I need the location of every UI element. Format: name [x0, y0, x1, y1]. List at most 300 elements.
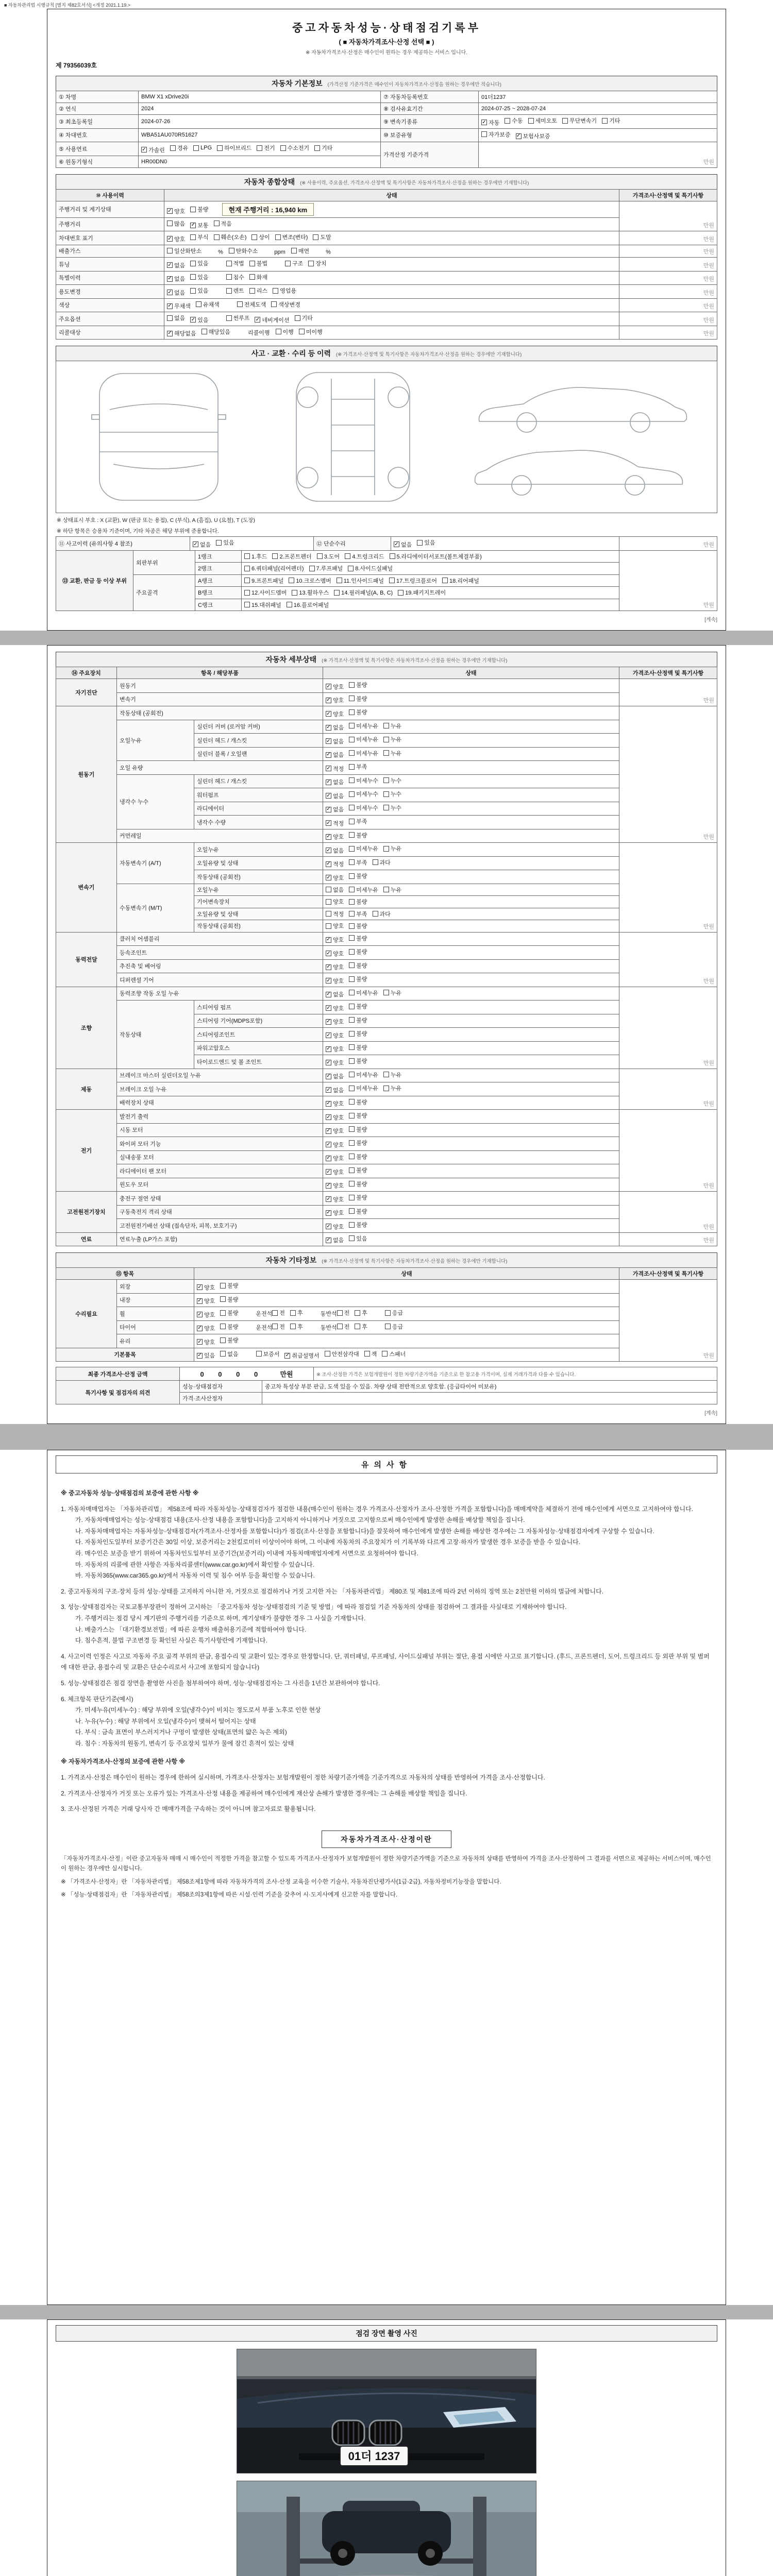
checkbox[interactable]: [349, 1140, 355, 1146]
checkbox[interactable]: [220, 1351, 226, 1357]
checkbox[interactable]: ✓: [482, 119, 486, 125]
checkbox[interactable]: [349, 1222, 355, 1228]
checkbox[interactable]: [349, 1208, 355, 1214]
cell-text: 브레이크 오일 누유: [120, 1086, 167, 1093]
checkbox[interactable]: [349, 1113, 355, 1118]
checkbox[interactable]: [308, 261, 314, 266]
notice-body: [56, 1479, 717, 1817]
checkbox[interactable]: ✓: [326, 1210, 331, 1215]
checkbox[interactable]: ✓: [167, 235, 172, 242]
wheel-arch: [297, 387, 318, 408]
checkbox[interactable]: [314, 145, 320, 151]
checkbox[interactable]: [602, 118, 608, 124]
checkbox[interactable]: [481, 131, 487, 137]
checkbox[interactable]: [337, 1324, 343, 1329]
checkbox[interactable]: [249, 261, 255, 266]
checkbox[interactable]: ✓: [394, 541, 399, 547]
checkbox[interactable]: [383, 723, 389, 728]
checkbox[interactable]: [272, 1324, 278, 1329]
checkbox-label: 양호: [333, 1019, 344, 1025]
checkbox[interactable]: [373, 859, 378, 865]
front-wheel: [517, 413, 536, 432]
checkbox-option: [190, 286, 208, 295]
checkbox[interactable]: [349, 1235, 355, 1241]
checkbox-option: [364, 1350, 377, 1358]
checkbox[interactable]: ✓: [326, 710, 331, 717]
table-row: [56, 574, 717, 587]
checkbox[interactable]: [349, 935, 355, 941]
checkbox-label: 1.후드: [251, 553, 267, 560]
table-row: [56, 1110, 717, 1124]
cell-text: 실린더 블록 / 오일팬: [197, 751, 247, 758]
checkbox[interactable]: [383, 990, 389, 995]
table-cell: [619, 843, 717, 933]
checkbox[interactable]: [292, 590, 297, 596]
checkbox[interactable]: ✓: [142, 146, 146, 152]
checkbox[interactable]: ✓: [326, 779, 331, 785]
cell-text: 원동기: [120, 683, 136, 689]
checkbox[interactable]: [244, 590, 250, 596]
checkbox[interactable]: ✓: [197, 1338, 202, 1345]
checkbox[interactable]: [273, 288, 278, 294]
checkbox[interactable]: [349, 990, 355, 995]
checkbox[interactable]: [349, 1181, 355, 1187]
checkbox[interactable]: ✓: [326, 1114, 331, 1120]
checkbox-label: 불량: [356, 935, 367, 942]
checkbox[interactable]: [214, 221, 220, 226]
checkbox[interactable]: [272, 1310, 278, 1316]
checkbox[interactable]: [349, 832, 355, 838]
checkbox-option: [349, 922, 367, 930]
checkbox[interactable]: ✓: [326, 724, 331, 730]
table-cell: [190, 537, 314, 551]
checkbox[interactable]: [385, 1310, 391, 1316]
checkbox[interactable]: [226, 261, 232, 266]
cell-text: 와이퍼 모터 기능: [120, 1141, 161, 1147]
checkbox-option: [349, 1029, 367, 1038]
checkbox[interactable]: [190, 234, 196, 240]
checkbox[interactable]: [290, 1324, 296, 1329]
checkbox[interactable]: [251, 234, 257, 240]
checkbox[interactable]: ✓: [326, 1019, 331, 1024]
checkbox[interactable]: ✓: [326, 834, 331, 839]
checkbox[interactable]: [326, 923, 331, 929]
checkbox[interactable]: [201, 329, 207, 334]
checkbox[interactable]: ✓: [326, 1005, 331, 1011]
checkbox[interactable]: [349, 737, 355, 742]
checkbox[interactable]: [220, 1310, 226, 1316]
checkbox-option: [326, 805, 344, 814]
checkbox-label: 불량: [197, 207, 209, 213]
checkbox[interactable]: ✓: [326, 1182, 331, 1188]
cell-text: 윈도우 모터: [120, 1182, 149, 1189]
table-row: [56, 706, 717, 720]
checkbox[interactable]: [349, 1004, 355, 1009]
table-cell: [164, 271, 619, 285]
checkbox[interactable]: [216, 540, 222, 546]
checkbox[interactable]: [383, 1086, 389, 1091]
table-cell: [164, 298, 619, 312]
checkbox[interactable]: [349, 859, 355, 865]
checkbox[interactable]: [349, 923, 355, 929]
checkbox[interactable]: [220, 1296, 226, 1302]
checkbox[interactable]: [349, 846, 355, 852]
checkbox-option: [385, 1309, 403, 1317]
checkbox-label: 불량: [227, 1310, 239, 1316]
checkbox-option: [299, 328, 323, 336]
checkbox[interactable]: [276, 329, 281, 334]
table-cell: [164, 326, 619, 340]
checkbox[interactable]: [226, 288, 232, 294]
checkbox[interactable]: [229, 248, 234, 253]
checkbox[interactable]: ✓: [197, 1352, 202, 1358]
checkbox-label: 없음: [333, 793, 344, 800]
checkbox[interactable]: [349, 1017, 355, 1023]
checkbox-label: 네비게이션: [262, 317, 290, 324]
checkbox[interactable]: [196, 301, 201, 307]
checkbox[interactable]: ✓: [326, 1196, 331, 1202]
checkbox[interactable]: [355, 1324, 360, 1329]
checkbox[interactable]: ✓: [326, 697, 331, 703]
table-cell: [194, 1268, 619, 1280]
table-cell: [323, 1205, 619, 1219]
checkbox[interactable]: [349, 819, 355, 824]
checkbox[interactable]: ✓: [255, 316, 260, 323]
checkbox[interactable]: ✓: [326, 1168, 331, 1175]
checkbox[interactable]: [349, 949, 355, 955]
checkbox[interactable]: ✓: [197, 1311, 202, 1317]
checkbox-label: 매연: [298, 248, 310, 255]
checkbox[interactable]: ✓: [326, 765, 331, 771]
checkbox[interactable]: [349, 1044, 355, 1050]
checkbox[interactable]: ✓: [191, 316, 195, 323]
checkbox[interactable]: [349, 1167, 355, 1173]
checkbox[interactable]: [280, 145, 286, 151]
checkbox[interactable]: [349, 805, 355, 810]
table-cell: [323, 1041, 619, 1055]
checkbox-label: 5.라디에이터서포트(볼트체결부품): [396, 553, 482, 560]
definition-note: ※ 「성능·상태점검자」란 「자동차관리법」 제58조의3제1항에 따른 시설·인력 기준을 갖추어 시·도지사에게 신고한 자를 말합니다.: [61, 1892, 398, 1899]
checkbox-option: [289, 577, 331, 585]
checkbox[interactable]: ✓: [326, 937, 331, 942]
checkbox[interactable]: ✓: [326, 861, 331, 867]
checkbox[interactable]: [214, 234, 220, 240]
checkbox[interactable]: [349, 764, 355, 770]
checkbox[interactable]: [193, 145, 199, 151]
cell-text: ③ 최초등록일: [59, 118, 93, 125]
checkbox[interactable]: [383, 791, 389, 797]
checkbox[interactable]: ✓: [197, 1325, 202, 1331]
checkbox[interactable]: ✓: [326, 1141, 331, 1147]
checkbox[interactable]: ✓: [326, 1223, 331, 1229]
checkbox[interactable]: [244, 566, 250, 571]
checkbox[interactable]: ✓: [326, 1046, 331, 1052]
checkbox[interactable]: [290, 1310, 296, 1316]
checkbox-label: 불량: [356, 962, 367, 969]
checkbox[interactable]: ✓: [326, 847, 331, 853]
checkbox-label: 없음: [333, 738, 344, 745]
cell-text: ② 연식: [59, 106, 77, 112]
checkbox[interactable]: [244, 602, 250, 607]
checkbox[interactable]: [299, 329, 305, 334]
checkbox[interactable]: [383, 887, 389, 892]
checkbox-label: 미세누유: [356, 1086, 378, 1092]
checkbox[interactable]: ✓: [285, 1352, 290, 1358]
checkbox[interactable]: [167, 315, 173, 321]
table-cell: [56, 258, 164, 272]
checkbox-option: [220, 1323, 238, 1331]
table-cell: [479, 103, 717, 115]
checkbox[interactable]: [325, 1351, 330, 1357]
checkbox[interactable]: [220, 1324, 226, 1329]
checkbox[interactable]: [326, 899, 331, 905]
checkbox[interactable]: [383, 737, 389, 742]
checkbox[interactable]: [349, 1099, 355, 1105]
table-cell: [194, 816, 323, 829]
checkbox-option: [317, 552, 340, 561]
checkbox[interactable]: [383, 777, 389, 783]
cell-text: 동반석: [320, 1311, 337, 1317]
checkbox[interactable]: [349, 1154, 355, 1159]
checkbox[interactable]: [349, 723, 355, 728]
checkbox[interactable]: [373, 911, 378, 917]
checkbox[interactable]: [385, 1324, 391, 1329]
checkbox[interactable]: [249, 274, 255, 280]
checkbox[interactable]: [326, 911, 331, 917]
table-row: [56, 1381, 717, 1393]
checkbox[interactable]: [272, 553, 278, 559]
checkbox[interactable]: [349, 873, 355, 879]
checkbox[interactable]: [383, 846, 389, 852]
cell-text: 주요골격: [136, 590, 158, 597]
checkbox-option: [349, 1166, 367, 1174]
checkbox-option: [273, 286, 296, 295]
checkbox-option: [244, 588, 287, 597]
license-plate-number: 01더 1237: [348, 2450, 400, 2463]
checkbox[interactable]: [528, 118, 534, 124]
checkbox[interactable]: [317, 553, 323, 559]
checkbox[interactable]: [505, 118, 510, 124]
checkbox[interactable]: ✓: [167, 208, 172, 214]
checkbox[interactable]: [287, 602, 292, 607]
cell-text: 만원: [703, 1101, 714, 1107]
checkbox[interactable]: ✓: [326, 806, 331, 812]
checkbox[interactable]: ✓: [193, 541, 198, 547]
checkbox[interactable]: [349, 791, 355, 797]
notice-line: 마. 자동차의 리콜에 관한 사항은 자동차리콜센터(www.car.go.kr)에서 확인할 수 있습니다.: [75, 1561, 314, 1568]
table-cell: [381, 103, 479, 115]
checkbox[interactable]: ✓: [326, 1100, 331, 1106]
checkbox-option: [349, 947, 367, 956]
table-cell: [479, 115, 717, 129]
table-cell: [56, 326, 164, 340]
checkbox[interactable]: ✓: [197, 1298, 202, 1303]
checkbox[interactable]: [190, 274, 196, 280]
checkbox[interactable]: [383, 750, 389, 756]
checkbox[interactable]: [355, 1310, 360, 1316]
checkbox[interactable]: [217, 145, 223, 151]
checkbox[interactable]: [349, 962, 355, 968]
checkbox-label: 화재: [256, 274, 268, 281]
checkbox[interactable]: [334, 590, 340, 596]
checkbox[interactable]: [285, 261, 291, 266]
checkbox-label: 미세누유: [356, 846, 378, 852]
checkbox[interactable]: [383, 1072, 389, 1077]
checkbox[interactable]: [226, 274, 232, 280]
checkbox[interactable]: ✓: [326, 738, 331, 744]
checkbox[interactable]: [167, 221, 173, 226]
checkbox[interactable]: [170, 145, 176, 151]
checkbox[interactable]: ✓: [326, 874, 331, 880]
checkbox-option: [326, 963, 344, 971]
checkbox[interactable]: ✓: [326, 950, 331, 956]
checkbox-label: 기타: [301, 315, 313, 321]
checkbox-option: [326, 1059, 344, 1067]
checkbox[interactable]: ✓: [326, 792, 331, 799]
checkbox[interactable]: [382, 1351, 388, 1357]
checkbox[interactable]: ✓: [326, 683, 331, 689]
checkbox-label: 취급설명서: [292, 1353, 320, 1359]
section-basic-info: [56, 76, 717, 91]
checkbox[interactable]: ✓: [326, 1032, 331, 1038]
checkbox[interactable]: [256, 1351, 262, 1357]
checkbox[interactable]: [383, 805, 389, 810]
checkbox-option: [383, 989, 401, 997]
checkbox[interactable]: [389, 578, 395, 583]
checkbox[interactable]: ✓: [167, 330, 172, 336]
checkbox-option: [220, 1350, 238, 1358]
checkbox[interactable]: ✓: [326, 1237, 331, 1243]
checkbox[interactable]: [244, 553, 250, 559]
checkbox[interactable]: ✓: [326, 1128, 331, 1133]
checkbox-option: [326, 1209, 344, 1217]
checkbox[interactable]: [275, 234, 281, 240]
checkbox[interactable]: ✓: [326, 977, 331, 984]
table-cell: [619, 298, 717, 312]
checkbox[interactable]: [313, 234, 318, 240]
checkbox[interactable]: [442, 578, 448, 583]
checkbox[interactable]: ✓: [326, 1073, 331, 1079]
checkbox[interactable]: [349, 887, 355, 892]
checkbox[interactable]: [364, 1351, 370, 1357]
checkbox[interactable]: [244, 578, 250, 583]
table-cell: [479, 91, 717, 103]
checkbox-label: 8.사이드실패널: [355, 566, 393, 572]
checkbox-option: [326, 977, 344, 985]
table-cell: [194, 788, 323, 802]
checkbox[interactable]: [349, 1072, 355, 1077]
checkbox[interactable]: [190, 288, 196, 294]
checkbox[interactable]: ✓: [167, 276, 172, 281]
checkbox[interactable]: [345, 553, 350, 559]
checkbox[interactable]: [349, 1058, 355, 1064]
checkbox[interactable]: [226, 315, 232, 321]
checkbox[interactable]: [349, 709, 355, 715]
checkbox[interactable]: ✓: [326, 1059, 331, 1065]
checkbox[interactable]: [167, 248, 173, 253]
checkbox[interactable]: [349, 750, 355, 756]
checkbox-label: 양호: [333, 1114, 344, 1121]
checkbox[interactable]: [289, 578, 294, 583]
checkbox[interactable]: [349, 1126, 355, 1132]
checkbox-option: [349, 910, 367, 918]
cell-text: ⑩ 사용이력: [96, 192, 124, 199]
checkbox-option: [337, 1323, 350, 1331]
checkbox[interactable]: ✓: [326, 752, 331, 757]
checkbox[interactable]: [562, 118, 568, 124]
checkbox[interactable]: ✓: [326, 991, 331, 997]
table-cell: [117, 1096, 323, 1110]
checkbox[interactable]: [295, 315, 300, 321]
checkbox[interactable]: [326, 887, 331, 892]
checkbox[interactable]: [349, 696, 355, 701]
checkbox[interactable]: ✓: [326, 964, 331, 970]
table-row: [56, 987, 717, 1001]
checkbox-option: [442, 577, 479, 585]
checkbox[interactable]: [417, 540, 423, 546]
checkbox[interactable]: ✓: [197, 1284, 202, 1290]
table-row: [56, 1178, 717, 1192]
checkbox[interactable]: [349, 976, 355, 982]
table-cell: [117, 720, 194, 761]
checkbox[interactable]: [220, 1283, 226, 1289]
checkbox[interactable]: [237, 301, 243, 307]
checkbox[interactable]: [337, 578, 342, 583]
checkbox[interactable]: [291, 248, 297, 253]
cell-text: 변속기: [78, 885, 95, 891]
checkbox[interactable]: [349, 899, 355, 905]
checkbox[interactable]: [309, 566, 315, 571]
checkbox-label: 양호: [333, 1196, 344, 1203]
checkbox-label: 양호: [333, 899, 344, 905]
checkbox-option: [394, 540, 412, 549]
table-row: [56, 217, 717, 231]
checkbox[interactable]: ✓: [167, 262, 172, 268]
checkbox[interactable]: [390, 553, 395, 559]
checkbox[interactable]: ✓: [326, 1087, 331, 1093]
checkbox[interactable]: [190, 261, 196, 266]
checkbox[interactable]: [257, 145, 262, 151]
checkbox[interactable]: ✓: [326, 1155, 331, 1161]
checkbox[interactable]: [349, 1031, 355, 1037]
checkbox[interactable]: ✓: [167, 303, 172, 309]
table-cell: [56, 1280, 117, 1348]
table-row: [56, 1150, 717, 1164]
checkbox[interactable]: ✓: [191, 222, 195, 228]
checkbox[interactable]: [249, 288, 255, 294]
table-cell: [619, 537, 717, 551]
checkbox[interactable]: [349, 1086, 355, 1091]
checkbox[interactable]: [337, 1310, 343, 1316]
checkbox[interactable]: [190, 207, 196, 212]
table-cell: [619, 326, 717, 340]
checkbox[interactable]: [349, 911, 355, 917]
checkbox-option: [226, 314, 250, 322]
checkbox-option: [197, 1351, 215, 1360]
checkbox[interactable]: ✓: [516, 133, 521, 139]
checkbox[interactable]: [349, 682, 355, 688]
checkbox[interactable]: ✓: [326, 820, 331, 826]
checkbox[interactable]: [348, 566, 354, 571]
checkbox[interactable]: [398, 590, 404, 596]
checkbox[interactable]: [271, 301, 277, 307]
checkbox[interactable]: [349, 1195, 355, 1200]
checkbox[interactable]: [349, 777, 355, 783]
checkbox-option: [349, 762, 367, 771]
checkbox[interactable]: ✓: [167, 289, 172, 295]
inspector-label: 성능·상태점검자: [180, 1381, 262, 1393]
checkbox[interactable]: [220, 1337, 226, 1343]
